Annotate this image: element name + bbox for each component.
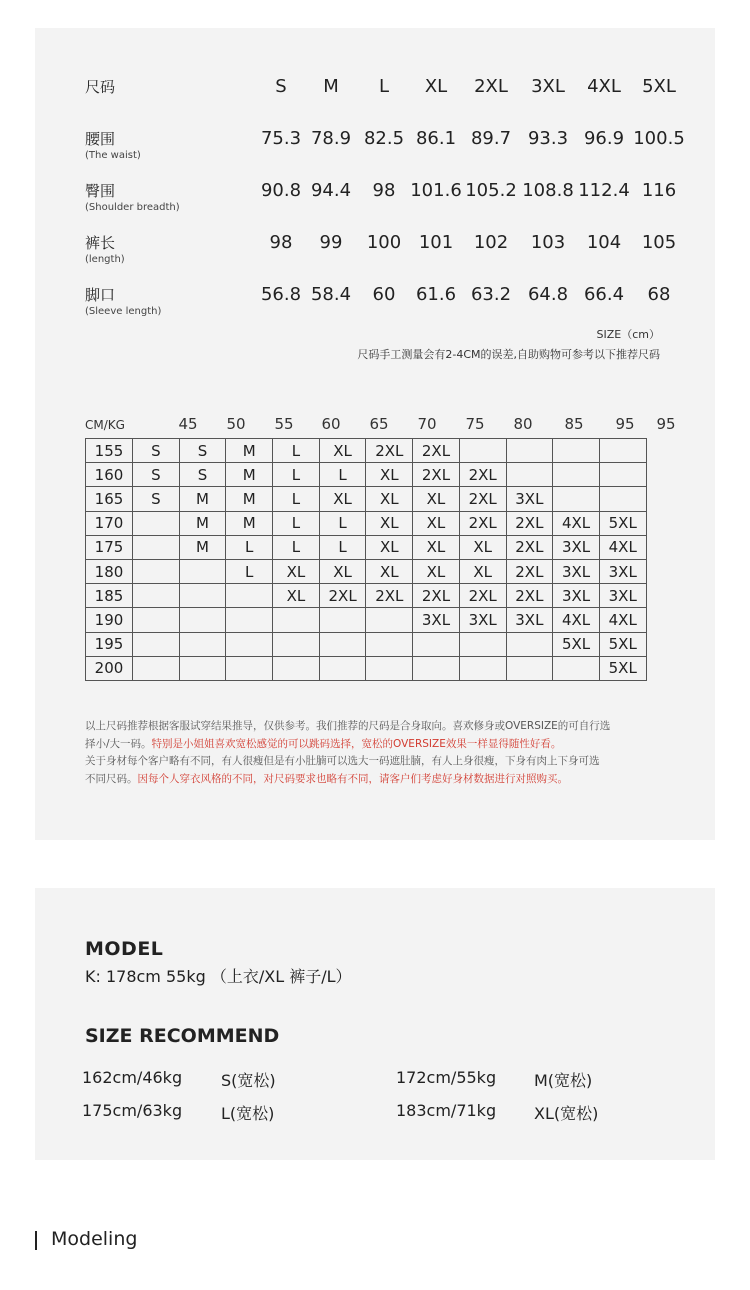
size-cell [273, 632, 320, 656]
size-cell: 5XL [599, 656, 646, 680]
size-cell: L [273, 439, 320, 463]
recommend-body: 183cm/71kg [396, 1101, 497, 1120]
spec-row-sublabel: (The waist) [85, 150, 141, 161]
height-cell: 170 [86, 511, 133, 535]
spec-value: 105.2 [465, 180, 517, 201]
spec-value: 75.3 [260, 128, 302, 149]
spec-value: 100 [366, 232, 402, 253]
size-cell: XL [319, 439, 366, 463]
size-cell: M [179, 511, 226, 535]
weight-header: 60 [321, 415, 341, 433]
height-cell: 195 [86, 632, 133, 656]
weight-header: 50 [226, 415, 246, 433]
size-cell [506, 632, 553, 656]
size-cell: XL [413, 487, 460, 511]
size-cell: S [133, 487, 180, 511]
table-row [86, 584, 647, 608]
size-cell [506, 463, 553, 487]
size-cell: L [319, 511, 366, 535]
size-cell: L [226, 535, 273, 559]
size-cell: M [179, 535, 226, 559]
disclaimer-text: 择小/大一码。 [85, 737, 152, 750]
size-cell: 3XL [599, 584, 646, 608]
recommend-size: L(宽松) [221, 1104, 275, 1123]
size-header: S [275, 76, 287, 97]
disclaimer [85, 718, 665, 788]
size-cell: 3XL [506, 608, 553, 632]
size-cell: M [226, 487, 273, 511]
size-cell: M [226, 511, 273, 535]
size-cell: 2XL [506, 584, 553, 608]
weight-header: 80 [513, 415, 533, 433]
size-cell [133, 632, 180, 656]
size-cell [553, 463, 600, 487]
size-cell: 3XL [553, 535, 600, 559]
height-cell: 175 [86, 535, 133, 559]
size-cell: M [179, 487, 226, 511]
weight-header-row [85, 415, 676, 437]
recommend-size: XL(宽松) [534, 1104, 599, 1123]
disclaimer-highlight: 特别是小姐姐喜欢宽松感觉的可以跳码选择，宽松的OVERSIZE效果一样显得随性好看。 [151, 737, 562, 750]
section-title: Modeling [51, 1228, 138, 1250]
size-cell [506, 439, 553, 463]
size-cell: 3XL [553, 559, 600, 583]
spec-value: 93.3 [527, 128, 569, 149]
disclaimer-line [85, 736, 665, 754]
height-cell: 160 [86, 463, 133, 487]
size-cell [413, 656, 460, 680]
size-cell: S [179, 463, 226, 487]
spec-value: 94.4 [310, 180, 352, 201]
size-header: 4XL [587, 76, 621, 97]
size-cell [553, 439, 600, 463]
spec-value: 104 [586, 232, 622, 253]
size-header: 3XL [531, 76, 565, 97]
size-cell: 2XL [319, 584, 366, 608]
disclaimer-line: 以上尺码推荐根据客服试穿结果推导，仅供参考。我们推荐的尺码是合身取向。喜欢修身或OVERSIZE的可自行选 [85, 720, 611, 732]
spec-value: 103 [530, 232, 566, 253]
table-row [86, 439, 647, 463]
spec-value: 112.4 [578, 180, 630, 201]
table-row [86, 632, 647, 656]
size-cell: XL [459, 559, 506, 583]
size-cell [226, 608, 273, 632]
spec-value: 78.9 [310, 128, 352, 149]
size-cell: 2XL [413, 584, 460, 608]
size-cell: XL [413, 535, 460, 559]
size-cell [459, 656, 506, 680]
size-cell [553, 487, 600, 511]
size-cell: 2XL [413, 439, 460, 463]
size-cell [553, 656, 600, 680]
size-cell [599, 439, 646, 463]
spec-value: 101.6 [410, 180, 462, 201]
recommend-body: 175cm/63kg [82, 1101, 183, 1120]
spec-row-label: 腰围 [85, 130, 116, 148]
spec-value: 86.1 [415, 128, 457, 149]
recommend-body: 162cm/46kg [82, 1068, 183, 1087]
weight-header: 95 [615, 415, 635, 433]
spec-value: 68 [647, 284, 671, 305]
size-cell: L [273, 487, 320, 511]
spec-row-sublabel: (Sleeve length) [85, 306, 162, 317]
size-cell: 3XL [506, 487, 553, 511]
spec-row [85, 180, 715, 232]
size-cell [273, 608, 320, 632]
spec-value: 56.8 [260, 284, 302, 305]
size-cell: XL [366, 463, 413, 487]
table-row [86, 608, 647, 632]
spec-row [85, 128, 715, 180]
recommend-size: M(宽松) [534, 1071, 593, 1090]
size-cell: S [133, 439, 180, 463]
corner-label: CM/KG [85, 418, 125, 432]
size-cell: L [273, 535, 320, 559]
weight-header: 70 [417, 415, 437, 433]
size-cell: 2XL [413, 463, 460, 487]
size-cell: 2XL [459, 463, 506, 487]
size-cell: 2XL [459, 487, 506, 511]
size-cell: XL [366, 559, 413, 583]
spec-row-label: 裤长 [85, 234, 116, 252]
size-cell: 5XL [599, 632, 646, 656]
spec-row [85, 232, 715, 284]
size-cell [319, 608, 366, 632]
size-cell: S [133, 463, 180, 487]
size-cell: 2XL [366, 584, 413, 608]
spec-value: 58.4 [310, 284, 352, 305]
size-cell: 5XL [599, 511, 646, 535]
size-unit: SIZE（cm） [596, 328, 660, 341]
size-cell: XL [413, 511, 460, 535]
size-cell [366, 608, 413, 632]
weight-header: 85 [564, 415, 584, 433]
size-cell: 3XL [459, 608, 506, 632]
size-cell: XL [366, 487, 413, 511]
size-cell: XL [319, 559, 366, 583]
spec-value: 82.5 [363, 128, 405, 149]
size-recommend-heading: SIZE RECOMMEND [85, 1025, 280, 1047]
height-cell: 155 [86, 439, 133, 463]
spec-value: 63.2 [470, 284, 512, 305]
spec-value: 116 [641, 180, 677, 201]
size-cell: L [319, 535, 366, 559]
size-cell: 3XL [599, 559, 646, 583]
recommend-size: S(宽松) [221, 1071, 276, 1090]
weight-header: 65 [369, 415, 389, 433]
spec-value: 108.8 [522, 180, 574, 201]
height-cell: 185 [86, 584, 133, 608]
size-cell: 2XL [366, 439, 413, 463]
size-cell [366, 656, 413, 680]
size-cell: L [226, 559, 273, 583]
spec-value: 66.4 [583, 284, 625, 305]
size-cell [506, 656, 553, 680]
table-row [86, 487, 647, 511]
size-chart-panel [35, 28, 715, 840]
table-row [86, 535, 647, 559]
spec-value: 90.8 [260, 180, 302, 201]
size-header: M [323, 76, 339, 97]
size-cell: 2XL [506, 535, 553, 559]
size-cell: 2XL [459, 511, 506, 535]
size-recommend-table [85, 438, 647, 681]
table-row [86, 511, 647, 535]
size-cell [413, 632, 460, 656]
size-header: 2XL [474, 76, 508, 97]
size-cell: L [273, 511, 320, 535]
size-cell [179, 559, 226, 583]
size-cell: 5XL [553, 632, 600, 656]
size-cell [366, 632, 413, 656]
size-cell [319, 632, 366, 656]
size-cell: XL [366, 511, 413, 535]
spec-value: 61.6 [415, 284, 457, 305]
spec-value: 100.5 [633, 128, 685, 149]
spec-value: 101 [418, 232, 454, 253]
size-cell: XL [273, 559, 320, 583]
spec-row-label: 臀围 [85, 182, 116, 200]
measurement-note: 尺码手工测量会有2-4CM的误差,自助购物可参考以下推荐尺码 [357, 348, 660, 361]
size-cell: L [319, 463, 366, 487]
size-cell: 4XL [599, 535, 646, 559]
size-cell: 4XL [553, 511, 600, 535]
size-header: 5XL [642, 76, 676, 97]
size-cell [226, 632, 273, 656]
size-cell [133, 511, 180, 535]
spec-value: 98 [269, 232, 293, 253]
spec-value: 60 [372, 284, 396, 305]
spec-value: 64.8 [527, 284, 569, 305]
spec-row-sublabel: (Shoulder breadth) [85, 202, 180, 213]
weight-header: 95 [656, 415, 676, 433]
size-cell: M [226, 439, 273, 463]
height-cell: 180 [86, 559, 133, 583]
model-panel [35, 888, 715, 1160]
size-cell [133, 656, 180, 680]
spec-value: 105 [641, 232, 677, 253]
size-cell [179, 632, 226, 656]
model-heading: MODEL [85, 938, 164, 960]
size-header: L [378, 76, 390, 97]
table-row [86, 559, 647, 583]
size-cell: XL [413, 559, 460, 583]
spec-value: 102 [473, 232, 509, 253]
spec-value: 89.7 [470, 128, 512, 149]
size-cell: XL [319, 487, 366, 511]
spec-header-row [85, 76, 715, 128]
size-cell: 2XL [506, 511, 553, 535]
size-cell [133, 608, 180, 632]
disclaimer-text: 不同尺码。 [85, 772, 138, 785]
spec-row-sublabel: (length) [85, 254, 125, 265]
size-cell: S [179, 439, 226, 463]
size-cell: XL [459, 535, 506, 559]
size-cell: 3XL [413, 608, 460, 632]
size-cell: 3XL [553, 584, 600, 608]
size-cell: 4XL [599, 608, 646, 632]
disclaimer-line: 关于身材每个客户略有不同，有人很瘦但是有小肚腩可以选大一码遮肚腩，有人上身很瘦，下身有肉上下身可选 [85, 755, 600, 767]
height-cell: 165 [86, 487, 133, 511]
size-cell [179, 656, 226, 680]
size-cell: M [226, 463, 273, 487]
size-cell [133, 584, 180, 608]
size-cell [133, 559, 180, 583]
spec-value: 98 [372, 180, 396, 201]
spec-value: 99 [319, 232, 343, 253]
size-cell [459, 632, 506, 656]
spec-header-label: 尺码 [85, 78, 116, 96]
size-cell [179, 584, 226, 608]
size-cell: 4XL [553, 608, 600, 632]
size-cell [319, 656, 366, 680]
spec-value: 96.9 [583, 128, 625, 149]
size-cell: 2XL [506, 559, 553, 583]
table-row [86, 656, 647, 680]
size-cell [226, 656, 273, 680]
height-cell: 190 [86, 608, 133, 632]
disclaimer-line [85, 771, 665, 789]
table-row [86, 463, 647, 487]
size-cell [179, 608, 226, 632]
size-cell [459, 439, 506, 463]
weight-header: 45 [178, 415, 198, 433]
size-cell: XL [273, 584, 320, 608]
weight-header: 55 [274, 415, 294, 433]
recommend-body: 172cm/55kg [396, 1068, 497, 1087]
weight-header: 75 [465, 415, 485, 433]
model-info: K: 178cm 55kg （上衣/XL 裤子/L） [85, 967, 352, 986]
size-cell [226, 584, 273, 608]
size-spec-table [85, 76, 715, 336]
size-cell [599, 487, 646, 511]
height-cell: 200 [86, 656, 133, 680]
size-cell [133, 535, 180, 559]
size-cell: 2XL [459, 584, 506, 608]
spec-row-label: 脚口 [85, 286, 116, 304]
size-cell: XL [366, 535, 413, 559]
section-marker [35, 1231, 37, 1250]
size-cell [273, 656, 320, 680]
size-cell: L [273, 463, 320, 487]
size-cell [599, 463, 646, 487]
disclaimer-highlight: 因每个人穿衣风格的不同，对尺码要求也略有不同，请客户们考虑好身材数据进行对照购买。 [137, 772, 568, 785]
size-header: XL [424, 76, 448, 97]
